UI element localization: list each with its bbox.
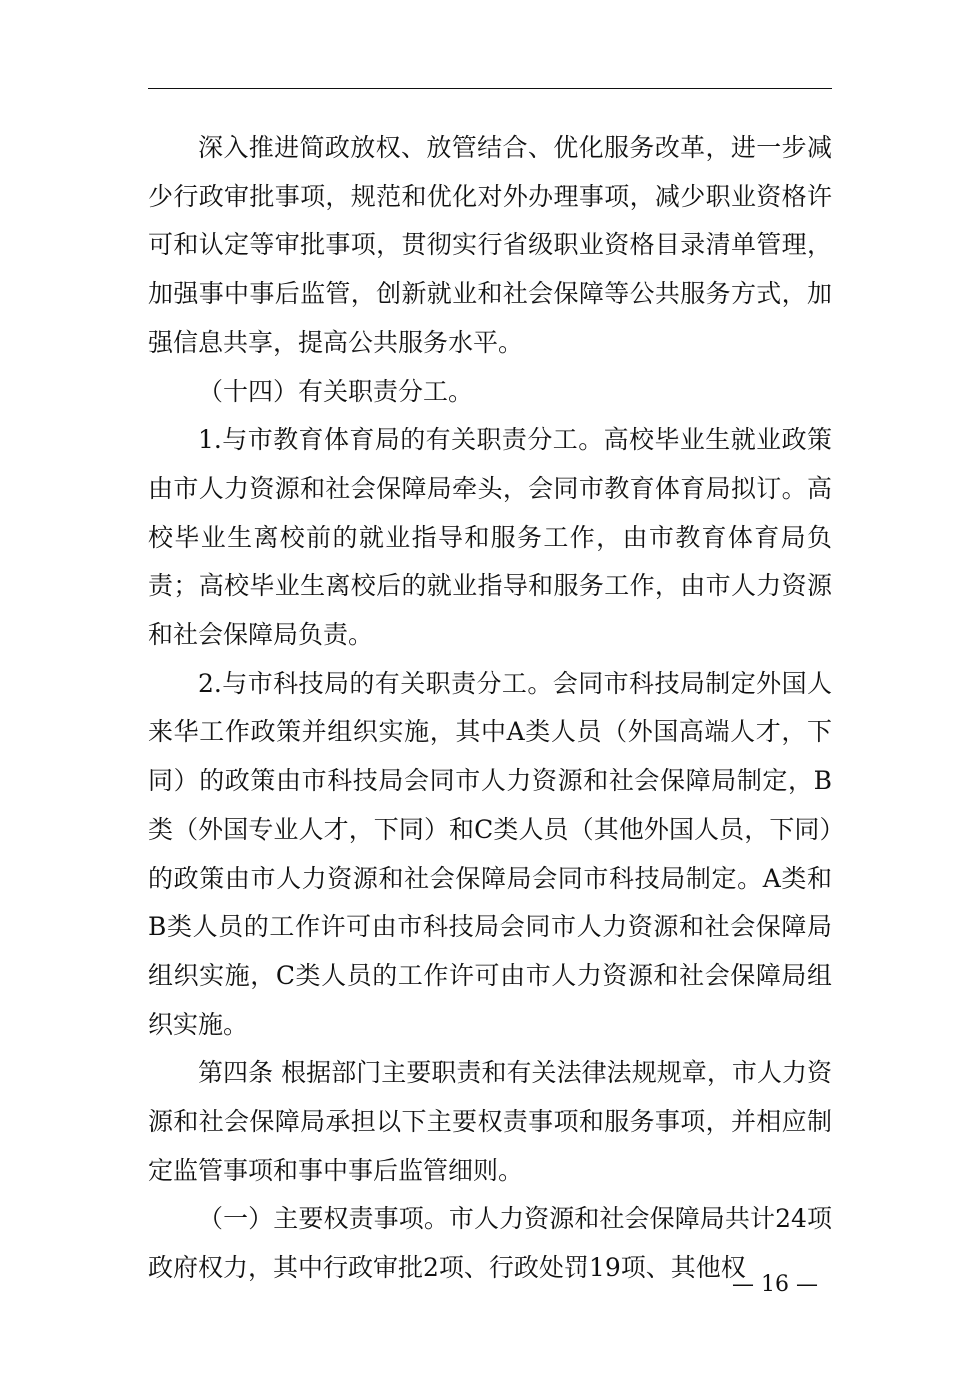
paragraph-science-division: 2.与市科技局的有关职责分工。会同市科技局制定外国人来华工作政策并组织实施，其中A类人员（外国高端人才，下同）的政策由市科技局会同市人力资源和社会保障局制定，B类（外国专业人才，下同）和C类人员（其他外国人员，下同）的政策由市人力资源和社会保障局会同市科技局制定。A类和B类人员的工作许可由市科技局会同市人力资源和社会保障局组织实施，C类人员的工作许可由市人力资源和社会保障局组织实施。 [148,668,832,1039]
paragraph-main-powers: （一）主要权责事项。市人力资源和社会保障局共计24项政府权力，其中行政审批2项、行政处罚19项、其他权 [148,1204,832,1283]
paragraph-article-4: 第四条 根据部门主要职责和有关法律法规规章，市人力资源和社会保障局承担以下主要权责事项和服务事项，并相应制定监管事项和事中事后监管细则。 [148,1058,832,1185]
paragraph-heading-14: （十四）有关职责分工。 [198,376,474,406]
paragraph-education-division: 1.与市教育体育局的有关职责分工。高校毕业生就业政策由市人力资源和社会保障局牵头，会同市教育体育局拟订。高校毕业生离校前的就业指导和服务工作，由市教育体育局负责；高校毕业生离校后的就业指导和服务工作，由市人力资源和社会保障局负责。 [148,425,832,650]
document-body [148,124,832,1293]
header-rule [148,88,832,89]
page-number: — 16 — [732,1272,818,1297]
paragraph-reform: 深入推进简政放权、放管结合、优化服务改革，进一步减少行政审批事项，规范和优化对外办理事项，减少职业资格许可和认定等审批事项，贯彻实行省级职业资格目录清单管理，加强事中事后监管，创新就业和社会保障等公共服务方式，加强信息共享，提高公共服务水平。 [148,133,832,357]
